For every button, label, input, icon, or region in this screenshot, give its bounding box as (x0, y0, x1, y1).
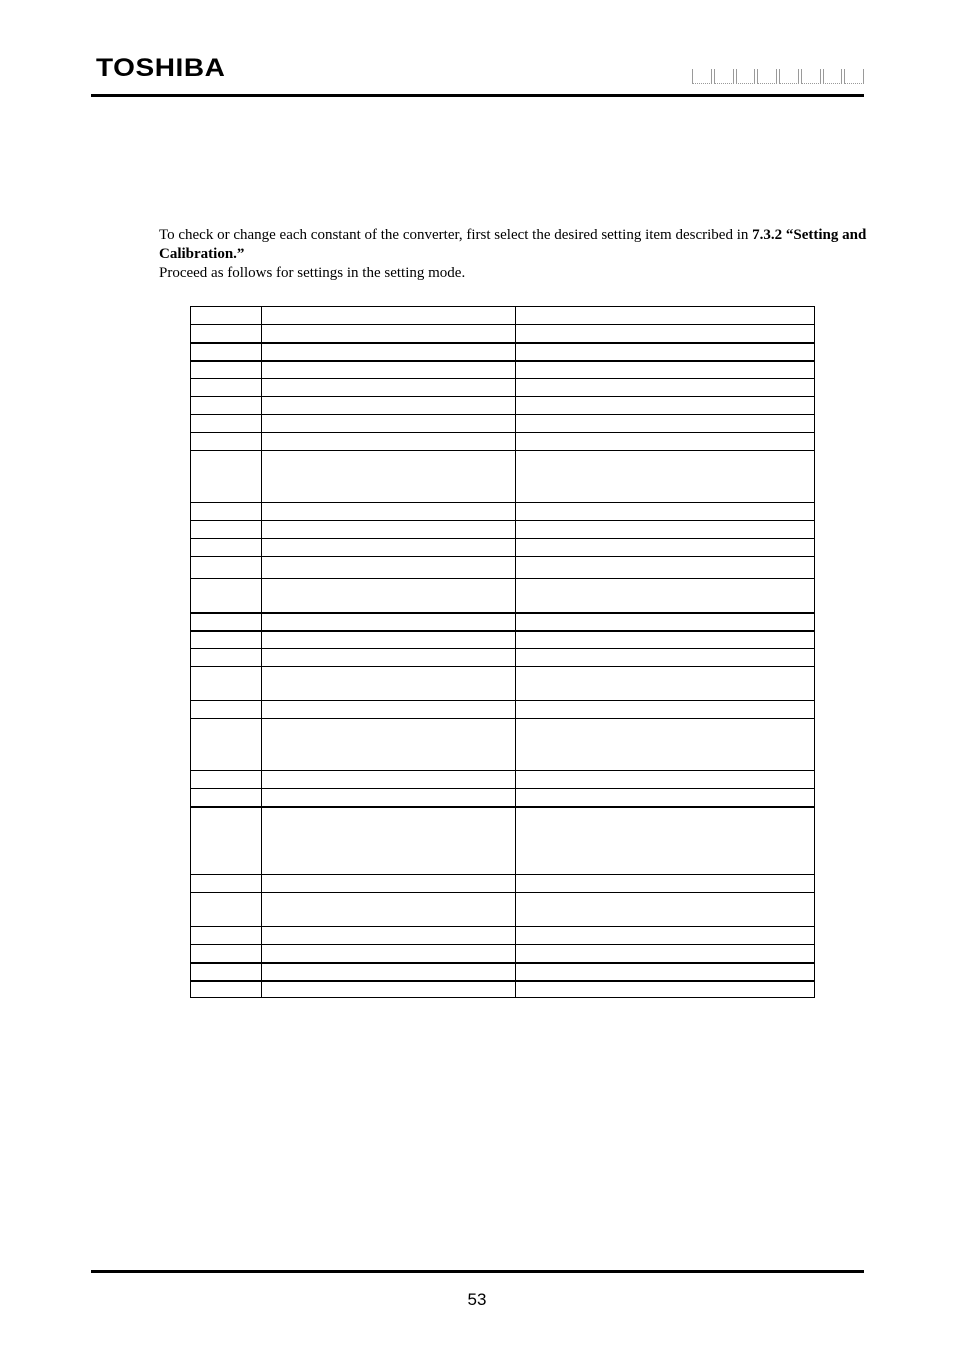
table-cell (262, 307, 516, 325)
table-cell (191, 719, 262, 771)
table-cell (191, 307, 262, 325)
table-row (191, 521, 815, 539)
header-rule (91, 94, 864, 97)
table-cell (191, 875, 262, 893)
table-row (191, 771, 815, 789)
table-cell (516, 667, 815, 701)
table-row (191, 719, 815, 771)
table-cell (262, 539, 516, 557)
table-cell (191, 927, 262, 945)
table-cell (191, 579, 262, 613)
table-cell (262, 631, 516, 649)
table-cell (516, 379, 815, 397)
table-row (191, 307, 815, 325)
table-cell (262, 893, 516, 927)
table-row (191, 649, 815, 667)
table-cell (262, 981, 516, 998)
doc-number-cell (736, 69, 756, 84)
table-cell (262, 415, 516, 433)
table-row (191, 539, 815, 557)
table-row (191, 667, 815, 701)
table-row (191, 397, 815, 415)
table-cell (191, 649, 262, 667)
doc-number-cell (823, 69, 843, 84)
table-cell (516, 343, 815, 361)
table-cell (262, 343, 516, 361)
table-cell (262, 503, 516, 521)
table-cell (191, 667, 262, 701)
table-cell (191, 415, 262, 433)
table-cell (191, 945, 262, 963)
table-cell (191, 521, 262, 539)
table-row (191, 361, 815, 379)
table-row (191, 981, 815, 998)
table-cell (191, 771, 262, 789)
page-number: 53 (467, 1290, 487, 1309)
table-cell (262, 771, 516, 789)
table-cell (262, 649, 516, 667)
doc-number-cell (801, 69, 821, 84)
table-cell (516, 771, 815, 789)
table-cell (191, 789, 262, 807)
table-cell (262, 789, 516, 807)
table-cell (262, 397, 516, 415)
table-cell (262, 667, 516, 701)
footer-rule (91, 1270, 864, 1273)
table-cell (262, 719, 516, 771)
toshiba-logo: TOSHIBA (96, 54, 226, 82)
table-cell (516, 701, 815, 719)
table-cell (262, 613, 516, 631)
table-row (191, 893, 815, 927)
table-cell (516, 613, 815, 631)
table-cell (516, 397, 815, 415)
table-cell (516, 557, 815, 579)
intro-paragraph-2: Proceed as follows for settings in the setting mode. (159, 265, 466, 281)
doc-number-cell (692, 69, 712, 84)
table-cell (191, 557, 262, 579)
table-cell (191, 981, 262, 998)
table-cell (516, 875, 815, 893)
table-cell (516, 361, 815, 379)
table-row (191, 927, 815, 945)
intro-text (159, 226, 869, 283)
table-row (191, 945, 815, 963)
table-cell (516, 807, 815, 875)
table-cell (191, 433, 262, 451)
table-cell (516, 631, 815, 649)
table-cell (262, 433, 516, 451)
table-row (191, 325, 815, 343)
table-cell (516, 433, 815, 451)
table-cell (191, 343, 262, 361)
intro-sentence: To check or change each constant of the converter, first select the desired setting item described in (159, 227, 753, 243)
table-cell (516, 981, 815, 998)
table-cell (191, 807, 262, 875)
table-cell (516, 963, 815, 981)
table-cell (516, 945, 815, 963)
table-cell (262, 451, 516, 503)
table-row (191, 579, 815, 613)
table-cell (262, 325, 516, 343)
document-number-boxes (692, 67, 864, 83)
table-cell (516, 789, 815, 807)
table-row (191, 631, 815, 649)
table-cell (262, 701, 516, 719)
table-cell (191, 631, 262, 649)
table-cell (262, 945, 516, 963)
table-cell (516, 893, 815, 927)
table-cell (191, 613, 262, 631)
table-row (191, 963, 815, 981)
table-cell (516, 521, 815, 539)
doc-number-cell (757, 69, 777, 84)
table-row (191, 415, 815, 433)
table-row (191, 451, 815, 503)
table-cell (262, 807, 516, 875)
table-row (191, 701, 815, 719)
table-row (191, 503, 815, 521)
table-cell (262, 557, 516, 579)
table-cell (516, 503, 815, 521)
table-row (191, 343, 815, 361)
table-row (191, 789, 815, 807)
table-cell (516, 307, 815, 325)
table-cell (262, 521, 516, 539)
table-row (191, 875, 815, 893)
table-cell (191, 451, 262, 503)
doc-number-cell (844, 69, 864, 84)
table-row (191, 613, 815, 631)
table-cell (191, 397, 262, 415)
table-cell (516, 415, 815, 433)
table-cell (191, 963, 262, 981)
table-cell (262, 579, 516, 613)
doc-number-cell (779, 69, 799, 84)
table-cell (262, 379, 516, 397)
table-cell (262, 875, 516, 893)
table-cell (516, 649, 815, 667)
table-cell (262, 361, 516, 379)
table-row (191, 379, 815, 397)
table-cell (191, 503, 262, 521)
table-row (191, 557, 815, 579)
settings-table (190, 306, 815, 998)
table-cell (191, 539, 262, 557)
table-cell (262, 963, 516, 981)
table-cell (191, 893, 262, 927)
table-cell (191, 379, 262, 397)
table-cell (516, 579, 815, 613)
table-cell (516, 539, 815, 557)
table-cell (191, 701, 262, 719)
table-cell (516, 719, 815, 771)
intro-paragraph-1 (159, 226, 869, 264)
table-cell (516, 451, 815, 503)
section-reference: 7.3.2 “Setting and Calibration.” (159, 227, 867, 262)
table-row (191, 433, 815, 451)
doc-number-cell (714, 69, 734, 84)
table-row (191, 807, 815, 875)
table-cell (516, 325, 815, 343)
table-cell (191, 325, 262, 343)
table-cell (516, 927, 815, 945)
table-cell (191, 361, 262, 379)
table-cell (262, 927, 516, 945)
